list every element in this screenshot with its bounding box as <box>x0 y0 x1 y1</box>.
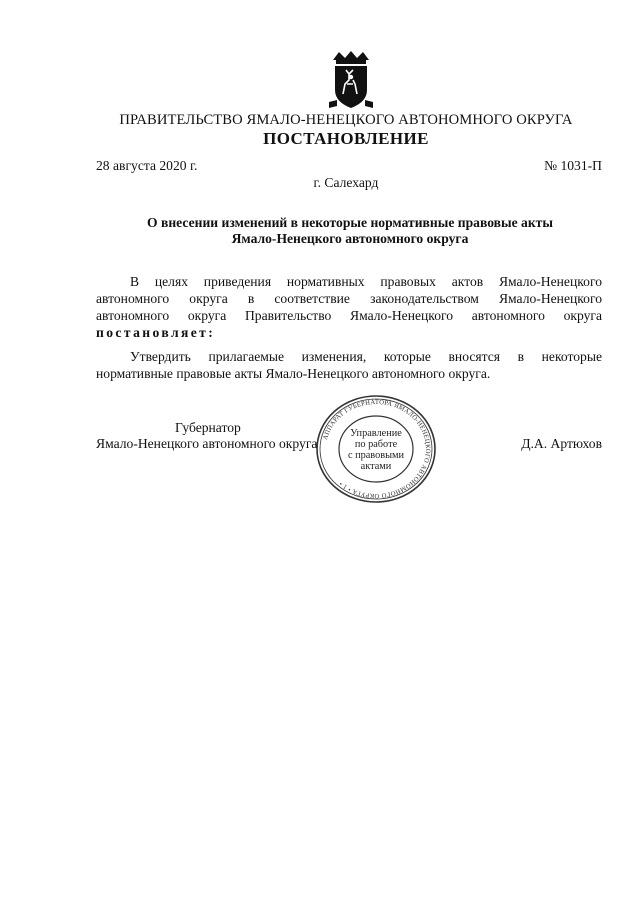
document-city: г. Салехард <box>313 175 379 190</box>
stamp-ring-text: АППАРАТ ГУБЕРНАТОРА ЯМАЛО-НЕНЕЦКОГО АВТОНОМНОГО ОКРУГА • 1 • <box>322 398 432 500</box>
document-subject <box>96 215 604 247</box>
paragraph-line: В целях приведения нормативных правовых актов Ямало-Ненецкого <box>130 274 602 289</box>
stamp-line: по работе <box>354 439 398 450</box>
paragraph-line: автономного округа в соответствие законодательством Ямало-Ненецкого <box>96 291 602 306</box>
coat-of-arms-icon <box>327 50 375 110</box>
document-type-title: ПОСТАНОВЛЕНИЕ <box>263 129 429 148</box>
paragraph-line: нормативные правовые акты Ямало-Ненецкого автономного округа. <box>96 366 491 381</box>
signer-title: Губернатор <box>175 420 241 435</box>
paragraph-line: Утвердить прилагаемые изменения, которые вносятся в некоторые <box>130 349 602 364</box>
stamp-line: актами <box>360 461 392 472</box>
stamp-line: Управление <box>350 428 402 439</box>
resolves-keyword: постановляет: <box>96 325 216 340</box>
government-name: ПРАВИТЕЛЬСТВО ЯМАЛО-НЕНЕЦКОГО АВТОНОМНОГО ОКРУГА <box>119 112 573 128</box>
signer-title-org: Ямало-Ненецкого автономного округа <box>96 436 318 451</box>
signer-name: Д.А. Артюхов <box>521 436 602 451</box>
document-date: 28 августа 2020 г. <box>96 158 198 173</box>
stamp-inner-text <box>342 428 410 472</box>
subject-line: О внесении изменений в некоторые нормативные правовые акты <box>147 215 553 230</box>
stamp-line: с правовыми <box>347 450 405 461</box>
preamble-paragraph <box>96 273 602 341</box>
document-number: № 1031-П <box>544 158 602 173</box>
subject-line: Ямало-Ненецкого автономного округа <box>231 231 469 246</box>
resolution-paragraph <box>96 348 602 382</box>
paragraph-line: автономного округа Правительство Ямало-Ненецкого автономного округа <box>96 308 602 323</box>
